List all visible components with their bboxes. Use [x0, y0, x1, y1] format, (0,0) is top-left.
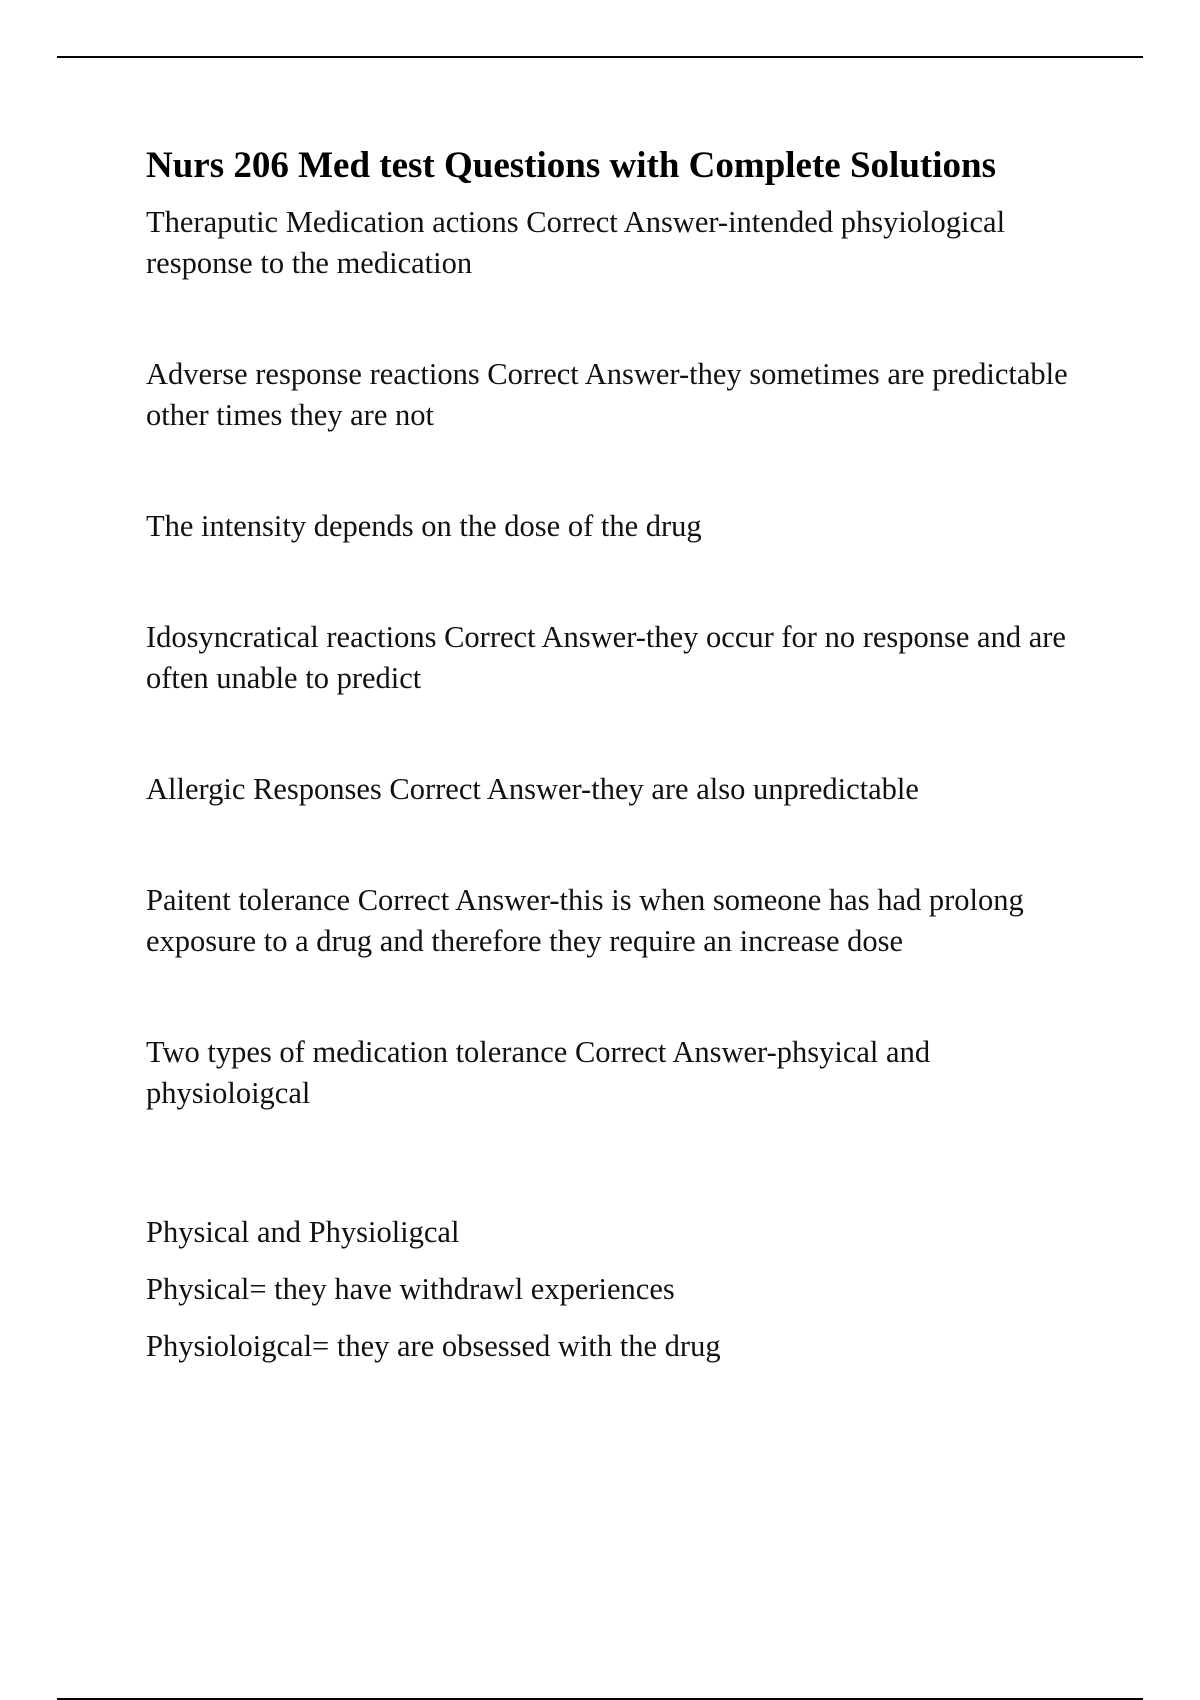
note-heading: Physical and Physioligcal [146, 1215, 460, 1249]
document-title: Nurs 206 Med test Questions with Complete Solutions [146, 145, 996, 186]
qa-item-idiosyncratic-reactions: Idosyncratical reactions Correct Answer-they occur for no response and are often unable to predict [146, 620, 1066, 695]
header-rule [57, 56, 1143, 58]
document-body [146, 140, 1086, 1367]
qa-item-allergic-responses: Allergic Responses Correct Answer-they are also unpredictable [146, 772, 919, 806]
qa-item-patient-tolerance: Paitent tolerance Correct Answer-this is when someone has had prolong exposure to a drug and therefore they require an increase dose [146, 883, 1024, 958]
qa-item-adverse-reactions: Adverse response reactions Correct Answer-they sometimes are predictable other times they are not [146, 357, 1068, 432]
qa-item-intensity: The intensity depends on the dose of the drug [146, 509, 702, 543]
note-physiological: Physioloigcal= they are obsessed with the drug [146, 1329, 721, 1363]
qa-item-tolerance-types: Two types of medication tolerance Correct Answer-phsyical and physioloigcal [146, 1035, 931, 1110]
qa-item-therapeutic-actions: Theraputic Medication actions Correct Answer-intended phsyiological response to the medication [146, 205, 1006, 280]
note-physical: Physical= they have withdrawl experiences [146, 1272, 675, 1306]
